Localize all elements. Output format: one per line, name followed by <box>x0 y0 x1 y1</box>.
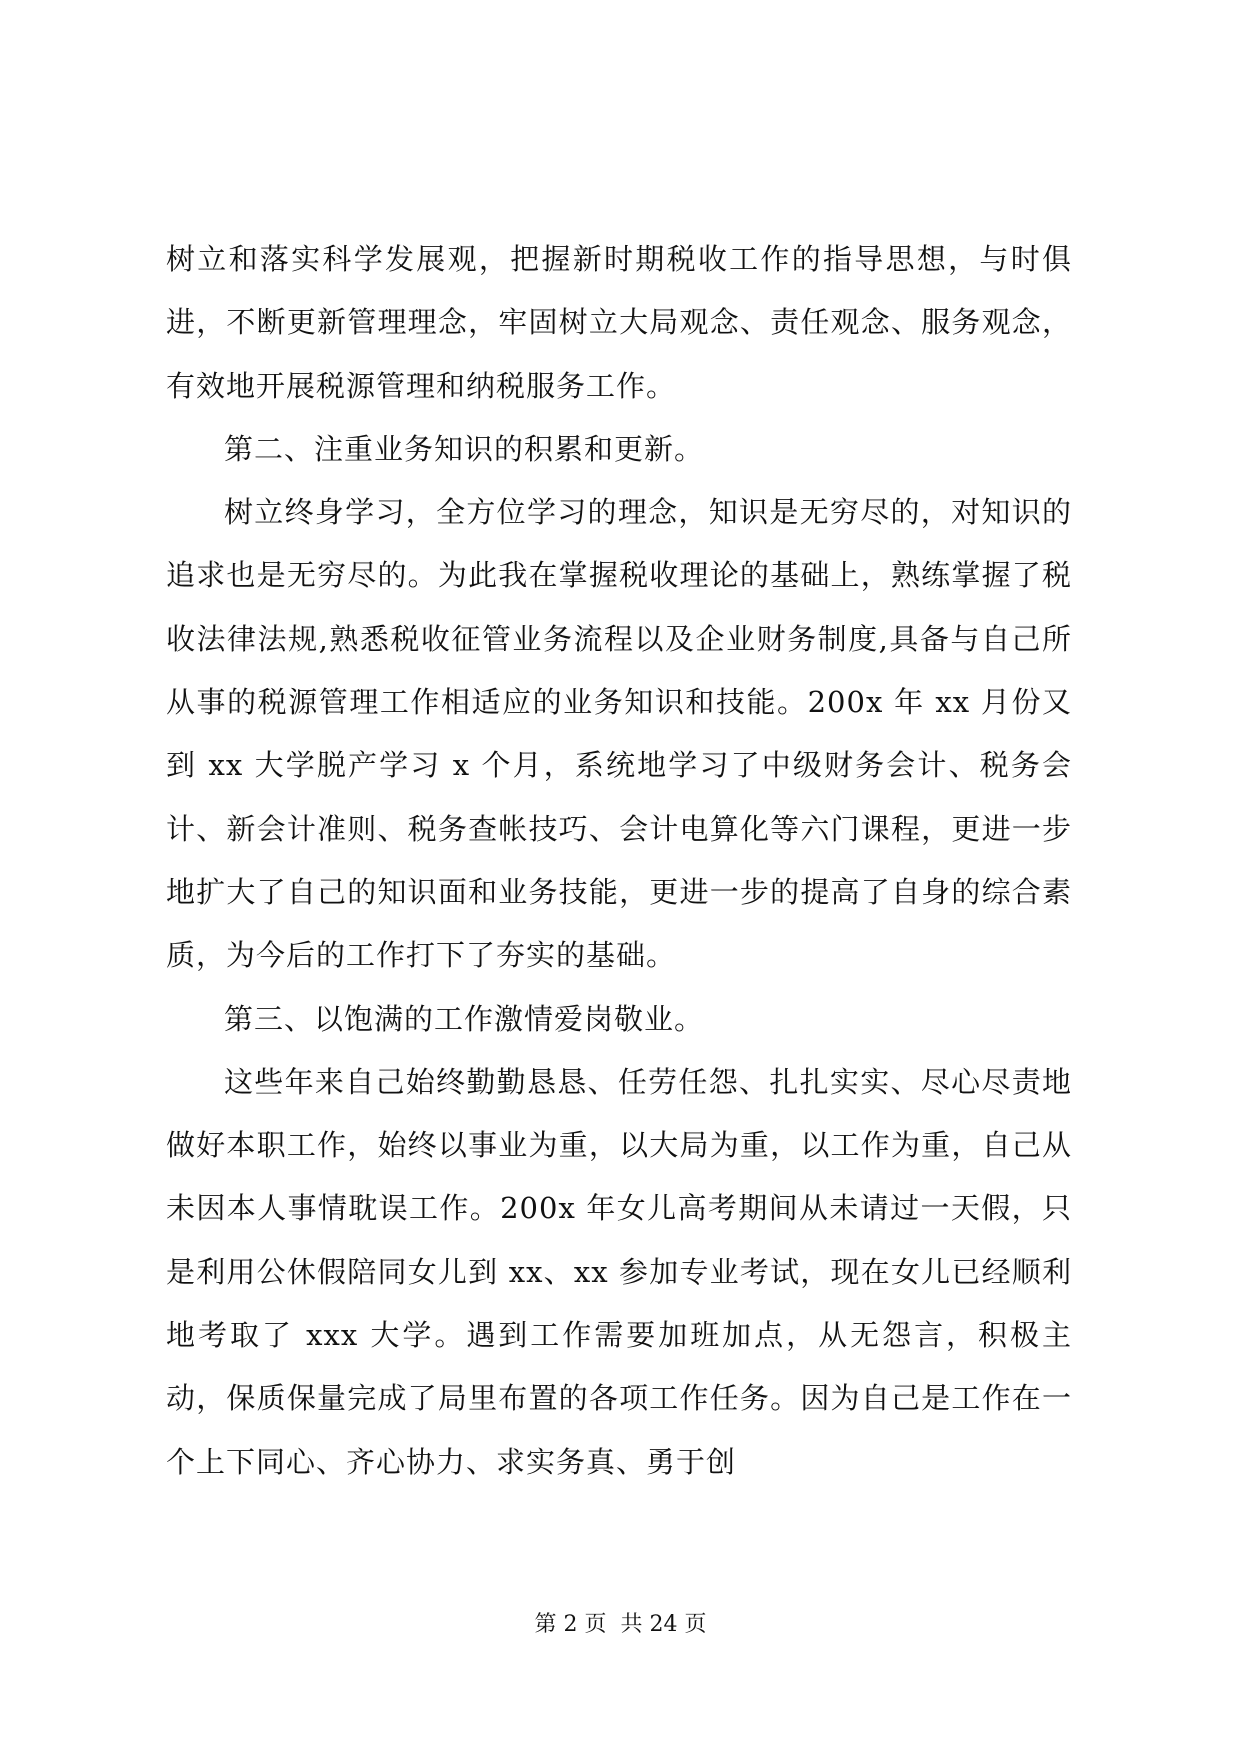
page-number-label: 第 2 页 共 24 页 <box>534 1612 707 1637</box>
page-footer <box>0 1610 1241 1640</box>
section-heading-3: 第三、以饱满的工作激情爱岗敬业。 <box>224 1001 705 1036</box>
section-heading-2: 第二、注重业务知识的积累和更新。 <box>224 431 705 466</box>
document-body <box>166 228 1072 1494</box>
paragraph-dedication: 这些年来自己始终勤勤恳恳、任劳任怨、扎扎实实、尽心尽责地做好本职工作，始终以事业为重，以大局为重，以工作为重，自己从未因本人事情耽误工作。200x 年女儿高考期间从未请过一天假，只是利用公休假陪同女儿到 xx、xx 参加专业考试，现在女儿已经顺利地考取了 xxx 大学。遇到工作需要加班加点，从无怨言，积极主动，保质保量完成了局里布置的各项工作任务。因为自己是工作在一个上下同心、齐心协力、求实务真、勇于创 <box>166 1064 1072 1479</box>
paragraph-continuation: 树立和落实科学发展观，把握新时期税收工作的指导思想，与时俱进，不断更新管理理念，牢固树立大局观念、责任观念、服务观念，有效地开展税源管理和纳税服务工作。 <box>166 242 1072 403</box>
paragraph-knowledge: 树立终身学习，全方位学习的理念，知识是无穷尽的，对知识的追求也是无穷尽的。为此我在掌握税收理论的基础上，熟练掌握了税收法律法规,熟悉税收征管业务流程以及企业财务制度,具备与自己所从事的税源管理工作相适应的业务知识和技能。200x 年 xx 月份又到 xx 大学脱产学习 x 个月，系统地学习了中级财务会计、税务会计、新会计准则、税务查帐技巧、会计电算化等六门课程，更进一步地扩大了自己的知识面和业务技能，更进一步的提高了自身的综合素质，为今后的工作打下了夯实的基础。 <box>166 495 1072 973</box>
